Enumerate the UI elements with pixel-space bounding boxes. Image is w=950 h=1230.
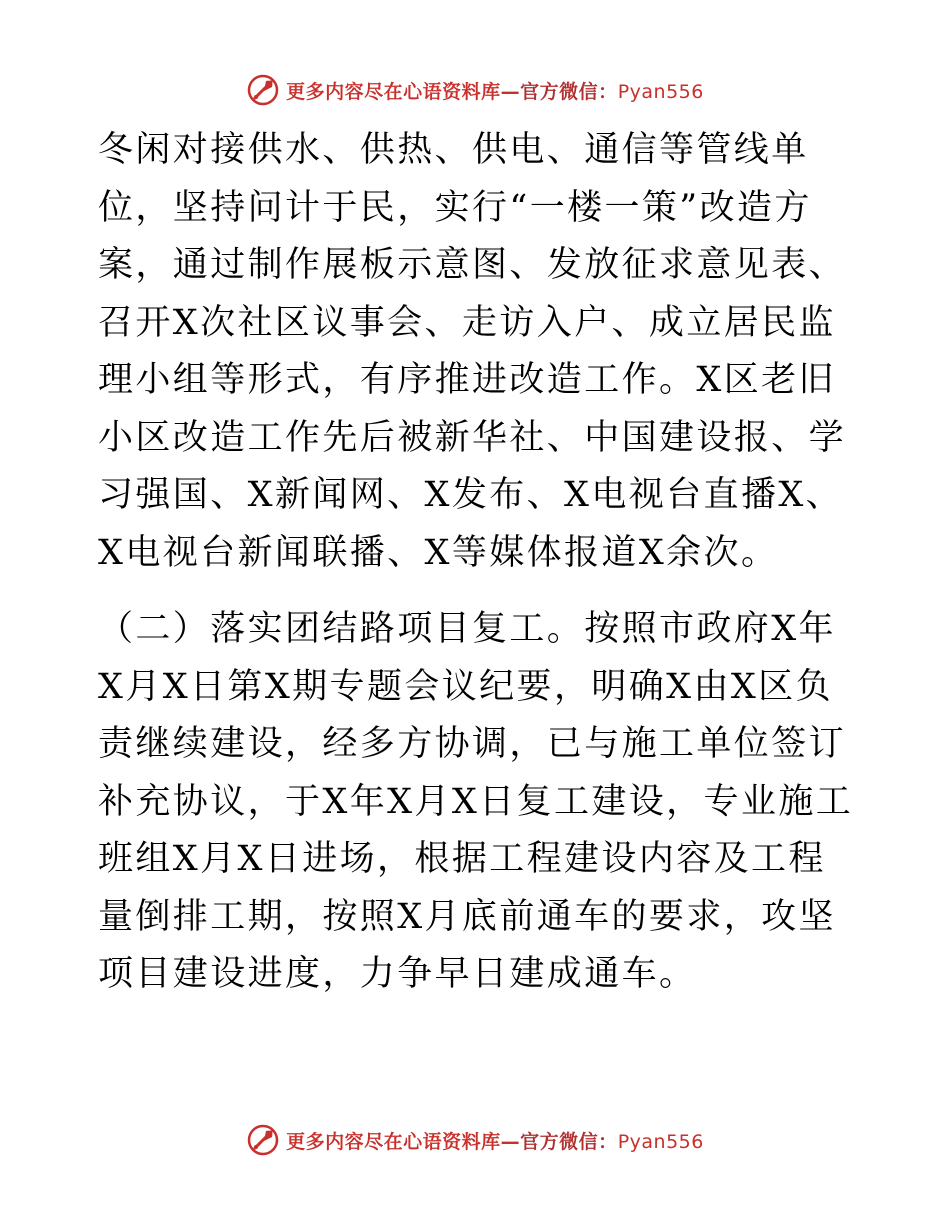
header-watermark-main: 更多内容尽在心语资料库 — [286, 80, 501, 103]
body-paragraph-1: 冬闲对接供水、供热、供电、通信等管线单位，坚持问计于民，实行“一楼一策”改造方案，通过制作展板示意图、发放征求意见表、召开X次社区议事会、走访入户、成立居民监理小组等形式，有序推进改造工作。X区老旧小区改造工作先后被新华社、中国建设报、学习强国、X新闻网、X发布、X电视台直播X、X电视台新闻联播、X等媒体报道X余次。 — [98, 130, 847, 573]
footer-watermark-text — [286, 1127, 704, 1154]
header-watermark-wechat: 官方微信： — [520, 80, 618, 103]
document-body — [98, 122, 858, 1004]
header-watermark-dash: — — [500, 80, 521, 103]
header-watermark-account: Pyan556 — [617, 80, 704, 103]
footer-watermark — [0, 1120, 950, 1160]
footer-watermark-account: Pyan556 — [617, 1130, 704, 1153]
header-watermark — [0, 70, 950, 110]
body-paragraph-2: （二）落实团结路项目复工。按照市政府X年X月X日第X期专题会议纪要，明确X由X区负责继续建设，经多方协调，已与施工单位签订补充协议，于X年X月X日复工建设，专业施工班组X月X日进场，根据工程建设内容及工程量倒排工期，按照X月底前通车的要求，攻坚项目建设进度，力争早日建成通车。 — [98, 609, 854, 994]
header-watermark-text — [286, 77, 704, 104]
quill-logo-icon — [246, 1123, 280, 1157]
quill-logo-icon — [246, 73, 280, 107]
footer-watermark-wechat: 官方微信： — [520, 1130, 618, 1153]
footer-watermark-main: 更多内容尽在心语资料库 — [286, 1130, 501, 1153]
footer-watermark-dash: — — [500, 1130, 521, 1153]
